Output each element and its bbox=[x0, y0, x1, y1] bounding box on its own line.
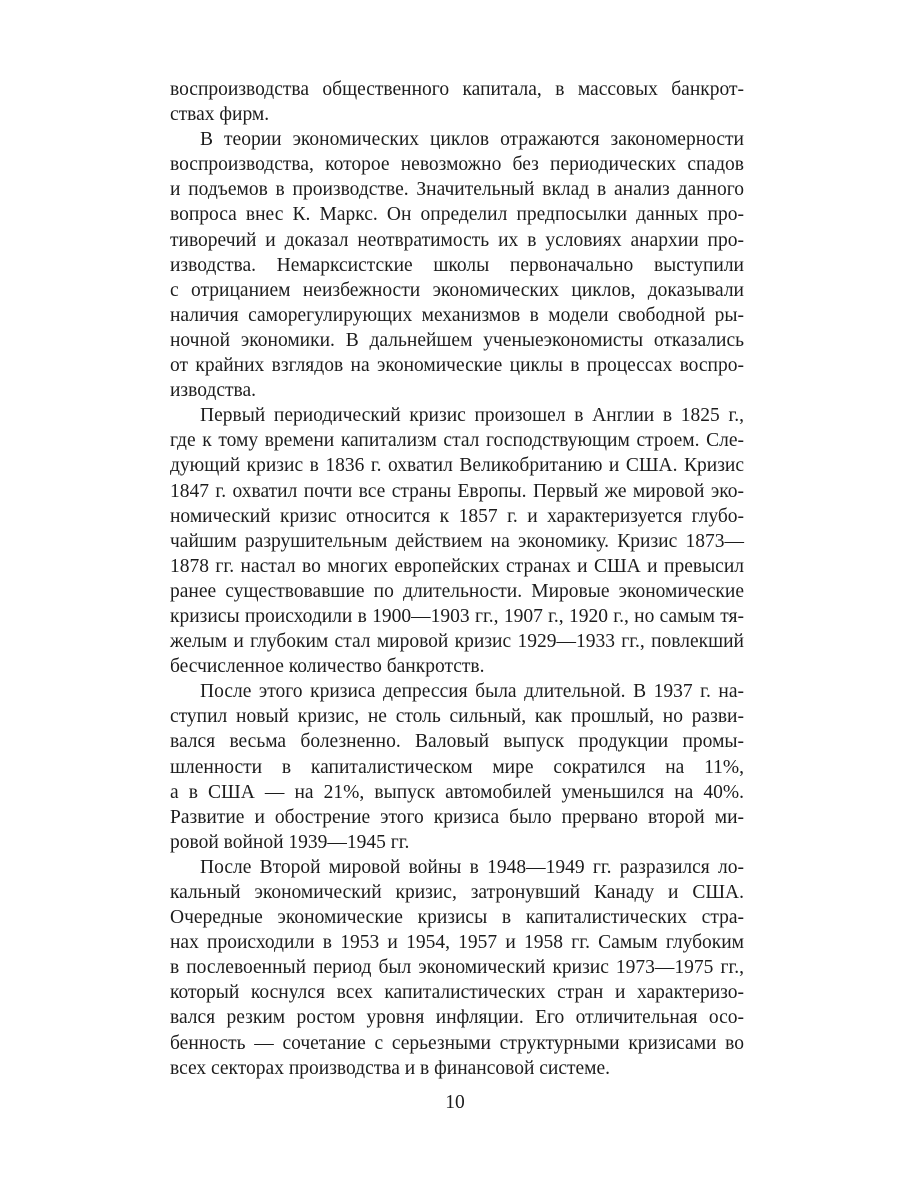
text-line: воспроизводства общественного капитала, в массовых банкрот- bbox=[170, 79, 744, 100]
text-line: кризисы происходили в 1900—1903 гг., 1907 г., 1920 г., но самым тя- bbox=[170, 605, 744, 627]
text-line: ступил новый кризис, не столь сильный, как прошлый, но разви- bbox=[170, 706, 744, 728]
text-line: от крайних взглядов на экономические циклы в процессах воспро- bbox=[170, 355, 744, 377]
text-line: и подъемов в производстве. Значительный вклад в анализ данного bbox=[170, 179, 744, 201]
text-line: нах происходили в 1953 и 1954, 1957 и 1958 гг. Самым глубоким bbox=[170, 932, 744, 954]
text-line: После этого кризиса депрессия была длительной. В 1937 г. на- bbox=[200, 681, 744, 703]
text-line: 1847 г. охватил почти все страны Европы. Первый же мировой эко- bbox=[170, 480, 744, 502]
text-line: наличия саморегулирующих механизмов в модели свободной ры- bbox=[170, 304, 744, 326]
paragraph bbox=[170, 127, 744, 403]
text-line: дующий кризис в 1836 г. охватил Великобританию и США. Кризис bbox=[170, 455, 744, 477]
text-line: изводства. bbox=[170, 380, 256, 402]
text-line: ранее существовавшие по длительности. Мировые экономические bbox=[170, 580, 744, 602]
text-line: 1878 гг. настал во многих европейских странах и США и превысил bbox=[170, 555, 744, 577]
text-line: ствах фирм. bbox=[170, 104, 270, 126]
text-line: бенность — сочетание с серьезными структурными кризисами во bbox=[170, 1032, 744, 1054]
text-line: бесчисленное количество банкротств. bbox=[170, 656, 485, 678]
text-line: вался резким ростом уровня инфляции. Его отличительная осо- bbox=[170, 1007, 744, 1029]
paragraph bbox=[170, 77, 744, 127]
text-line: В теории экономических циклов отражаются закономерности bbox=[200, 129, 744, 151]
text-line: тиворечий и доказал неотвратимость их в условиях анархии про- bbox=[170, 229, 744, 251]
text-line: а в США — на 21%, выпуск автомобилей уменьшился на 40%. bbox=[170, 781, 744, 803]
page-number: 10 bbox=[445, 1092, 465, 1113]
text-line: воспроизводства, которое невозможно без периодических спадов bbox=[170, 154, 744, 176]
text-line: всех секторах производства и в финансовой системе. bbox=[170, 1057, 611, 1079]
text-line: в послевоенный период был экономический кризис 1973—1975 гг., bbox=[170, 957, 744, 979]
text-line: который коснулся всех капиталистических стран и характеризо- bbox=[170, 982, 744, 1004]
text-line: ровой войной 1939—1945 гг. bbox=[170, 831, 410, 853]
text-line: с отрицанием неизбежности экономических циклов, доказывали bbox=[170, 279, 744, 301]
paragraph bbox=[170, 403, 744, 679]
text-line: Развитие и обострение этого кризиса было прервано второй ми- bbox=[170, 806, 744, 828]
text-line: Первый периодический кризис произошел в Англии в 1825 г., bbox=[200, 405, 744, 427]
page-body-text bbox=[170, 77, 744, 1081]
text-line: Очередные экономические кризисы в капиталистических стра- bbox=[170, 907, 744, 929]
text-line: кальный экономический кризис, затронувший Канаду и США. bbox=[170, 882, 744, 903]
text-line: После Второй мировой войны в 1948—1949 гг. разразился ло- bbox=[200, 856, 744, 878]
text-line: вопроса внес К. Маркс. Он определил предпосылки данных про- bbox=[170, 204, 744, 226]
text-line: вался весьма болезненно. Валовый выпуск продукции промы- bbox=[170, 731, 744, 753]
paragraph bbox=[170, 679, 744, 855]
text-line: чайшим разрушительным действием на экономику. Кризис 1873— bbox=[170, 530, 744, 552]
text-line: изводства. Немарксистские школы первоначально выступили bbox=[170, 254, 744, 276]
text-line: ночной экономики. В дальнейшем ученыеэкономисты отказались bbox=[170, 329, 744, 351]
text-line: шленности в капиталистическом мире сократился на 11%, bbox=[170, 756, 744, 778]
text-line: номический кризис относится к 1857 г. и характеризуется глубо- bbox=[170, 505, 744, 527]
text-line: где к тому времени капитализм стал господствующим строем. Сле- bbox=[170, 430, 744, 452]
paragraph bbox=[170, 855, 744, 1081]
text-line: желым и глубоким стал мировой кризис 1929—1933 гг., повлекший bbox=[170, 631, 744, 653]
